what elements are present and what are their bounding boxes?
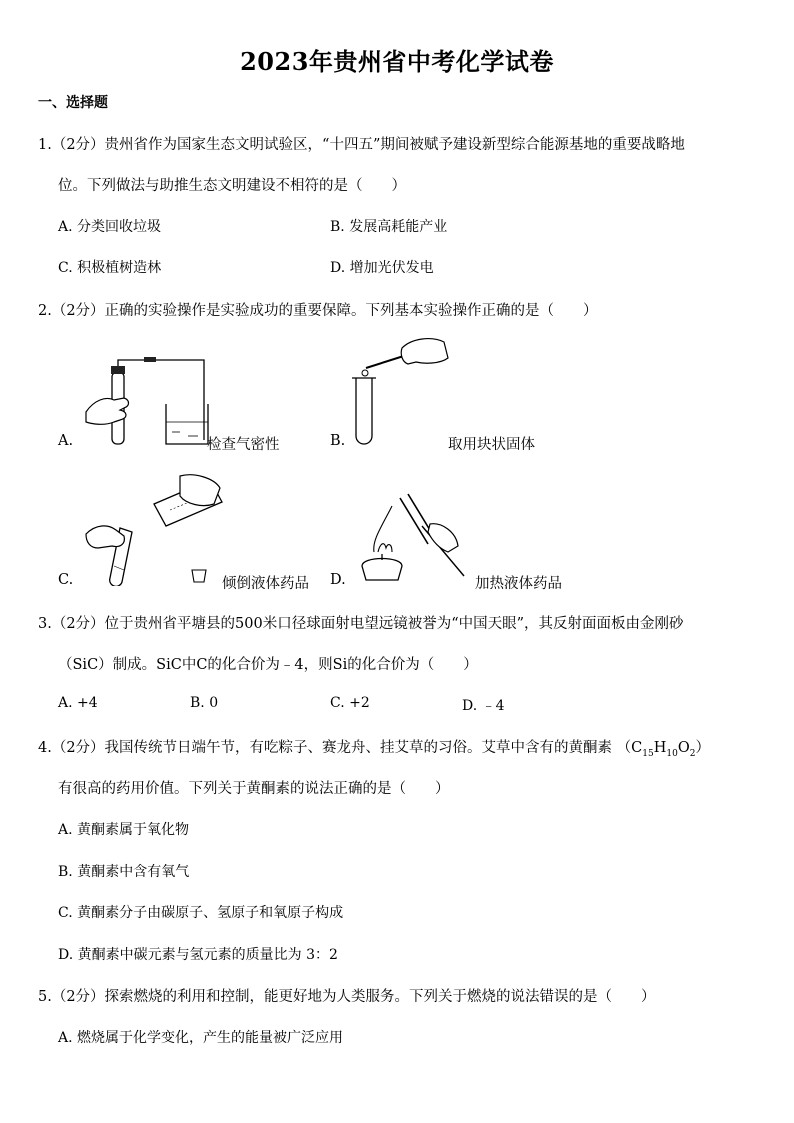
q1-option-b: B. 发展高耗能产业 [330,219,448,235]
q3-option-b: B. 0 [190,695,219,711]
q2-option-d-caption: 加热液体药品 [475,576,562,592]
q4-option-b: B. 黄酮素中含有氧气 [58,864,190,880]
q4-option-c: C. 黄酮素分子由碳原子、氢原子和氧原子构成 [58,905,344,921]
q2-option-b-letter: B. [330,433,346,449]
q4-option-a: A. 黄酮素属于氧化物 [58,822,190,838]
q1-stem-line2: 位。下列做法与助推生态文明建设不相符的是（ ） [58,178,406,194]
q1-stem-line1: 1.（2分）贵州省作为国家生态文明试验区，“十四五”期间被赋予建设新型综合能源基地的重要战略地 [38,137,685,153]
page-title: 2023年贵州省中考化学试卷 [240,47,554,76]
q3-stem-line2: （SiC）制成。SiC中C的化合价为﹣4，则Si的化合价为（ ） [58,657,478,673]
q1-option-a: A. 分类回收垃圾 [58,219,162,235]
q4-stem-line2: 有很高的药用价值。下列关于黄酮素的说法正确的是（ ） [58,781,450,797]
section-heading: 一、选择题 [38,95,108,111]
take-solid-figure [352,334,452,446]
q4-stem-line1: 4.（2分）我国传统节日端午节，有吃粽子、赛龙舟、挂艾草的习俗。艾草中含有的黄酮素 $(C_{15}H_{10}O_2)$ [38,740,710,759]
q2-option-b-caption: 取用块状固体 [448,437,535,453]
q2-option-a-caption: 检查气密性 [207,437,280,453]
q2-option-c-letter: C. [58,572,74,588]
q5-stem-line1: 5.（2分）探索燃烧的利用和控制，能更好地为人类服务。下列关于燃烧的说法错误的是（ ） [38,989,656,1005]
q3-option-a: A. +4 [58,695,98,711]
q2-option-a-letter: A. [58,433,74,449]
q2-stem-line1: 2.（2分）正确的实验操作是实验成功的重要保障。下列基本实验操作正确的是（ ） [38,303,598,319]
q2-option-d-letter: D. [330,572,346,588]
q2-option-c-caption: 倾倒液体药品 [222,576,309,592]
q1-option-c: C. 积极植树造林 [58,260,162,276]
q3-stem-line1: 3.（2分）位于贵州省平塘县的500米口径球面射电望远镜被誉为“中国天眼”，其反射面面板由金刚砂 [38,616,684,632]
q3-option-c: C. +2 [330,695,370,711]
q5-option-a: A. 燃烧属于化学变化，产生的能量被广泛应用 [58,1030,344,1046]
q4-option-d: D. 黄酮素中碳元素与氢元素的质量比为 3：2 [58,947,338,963]
pour-liquid-figure [84,474,224,586]
heat-liquid-figure [352,492,472,588]
q1-option-d: D. 增加光伏发电 [330,260,434,276]
airtightness-check-figure [84,352,214,450]
q3-option-d: D. ﹣4 [462,698,505,714]
